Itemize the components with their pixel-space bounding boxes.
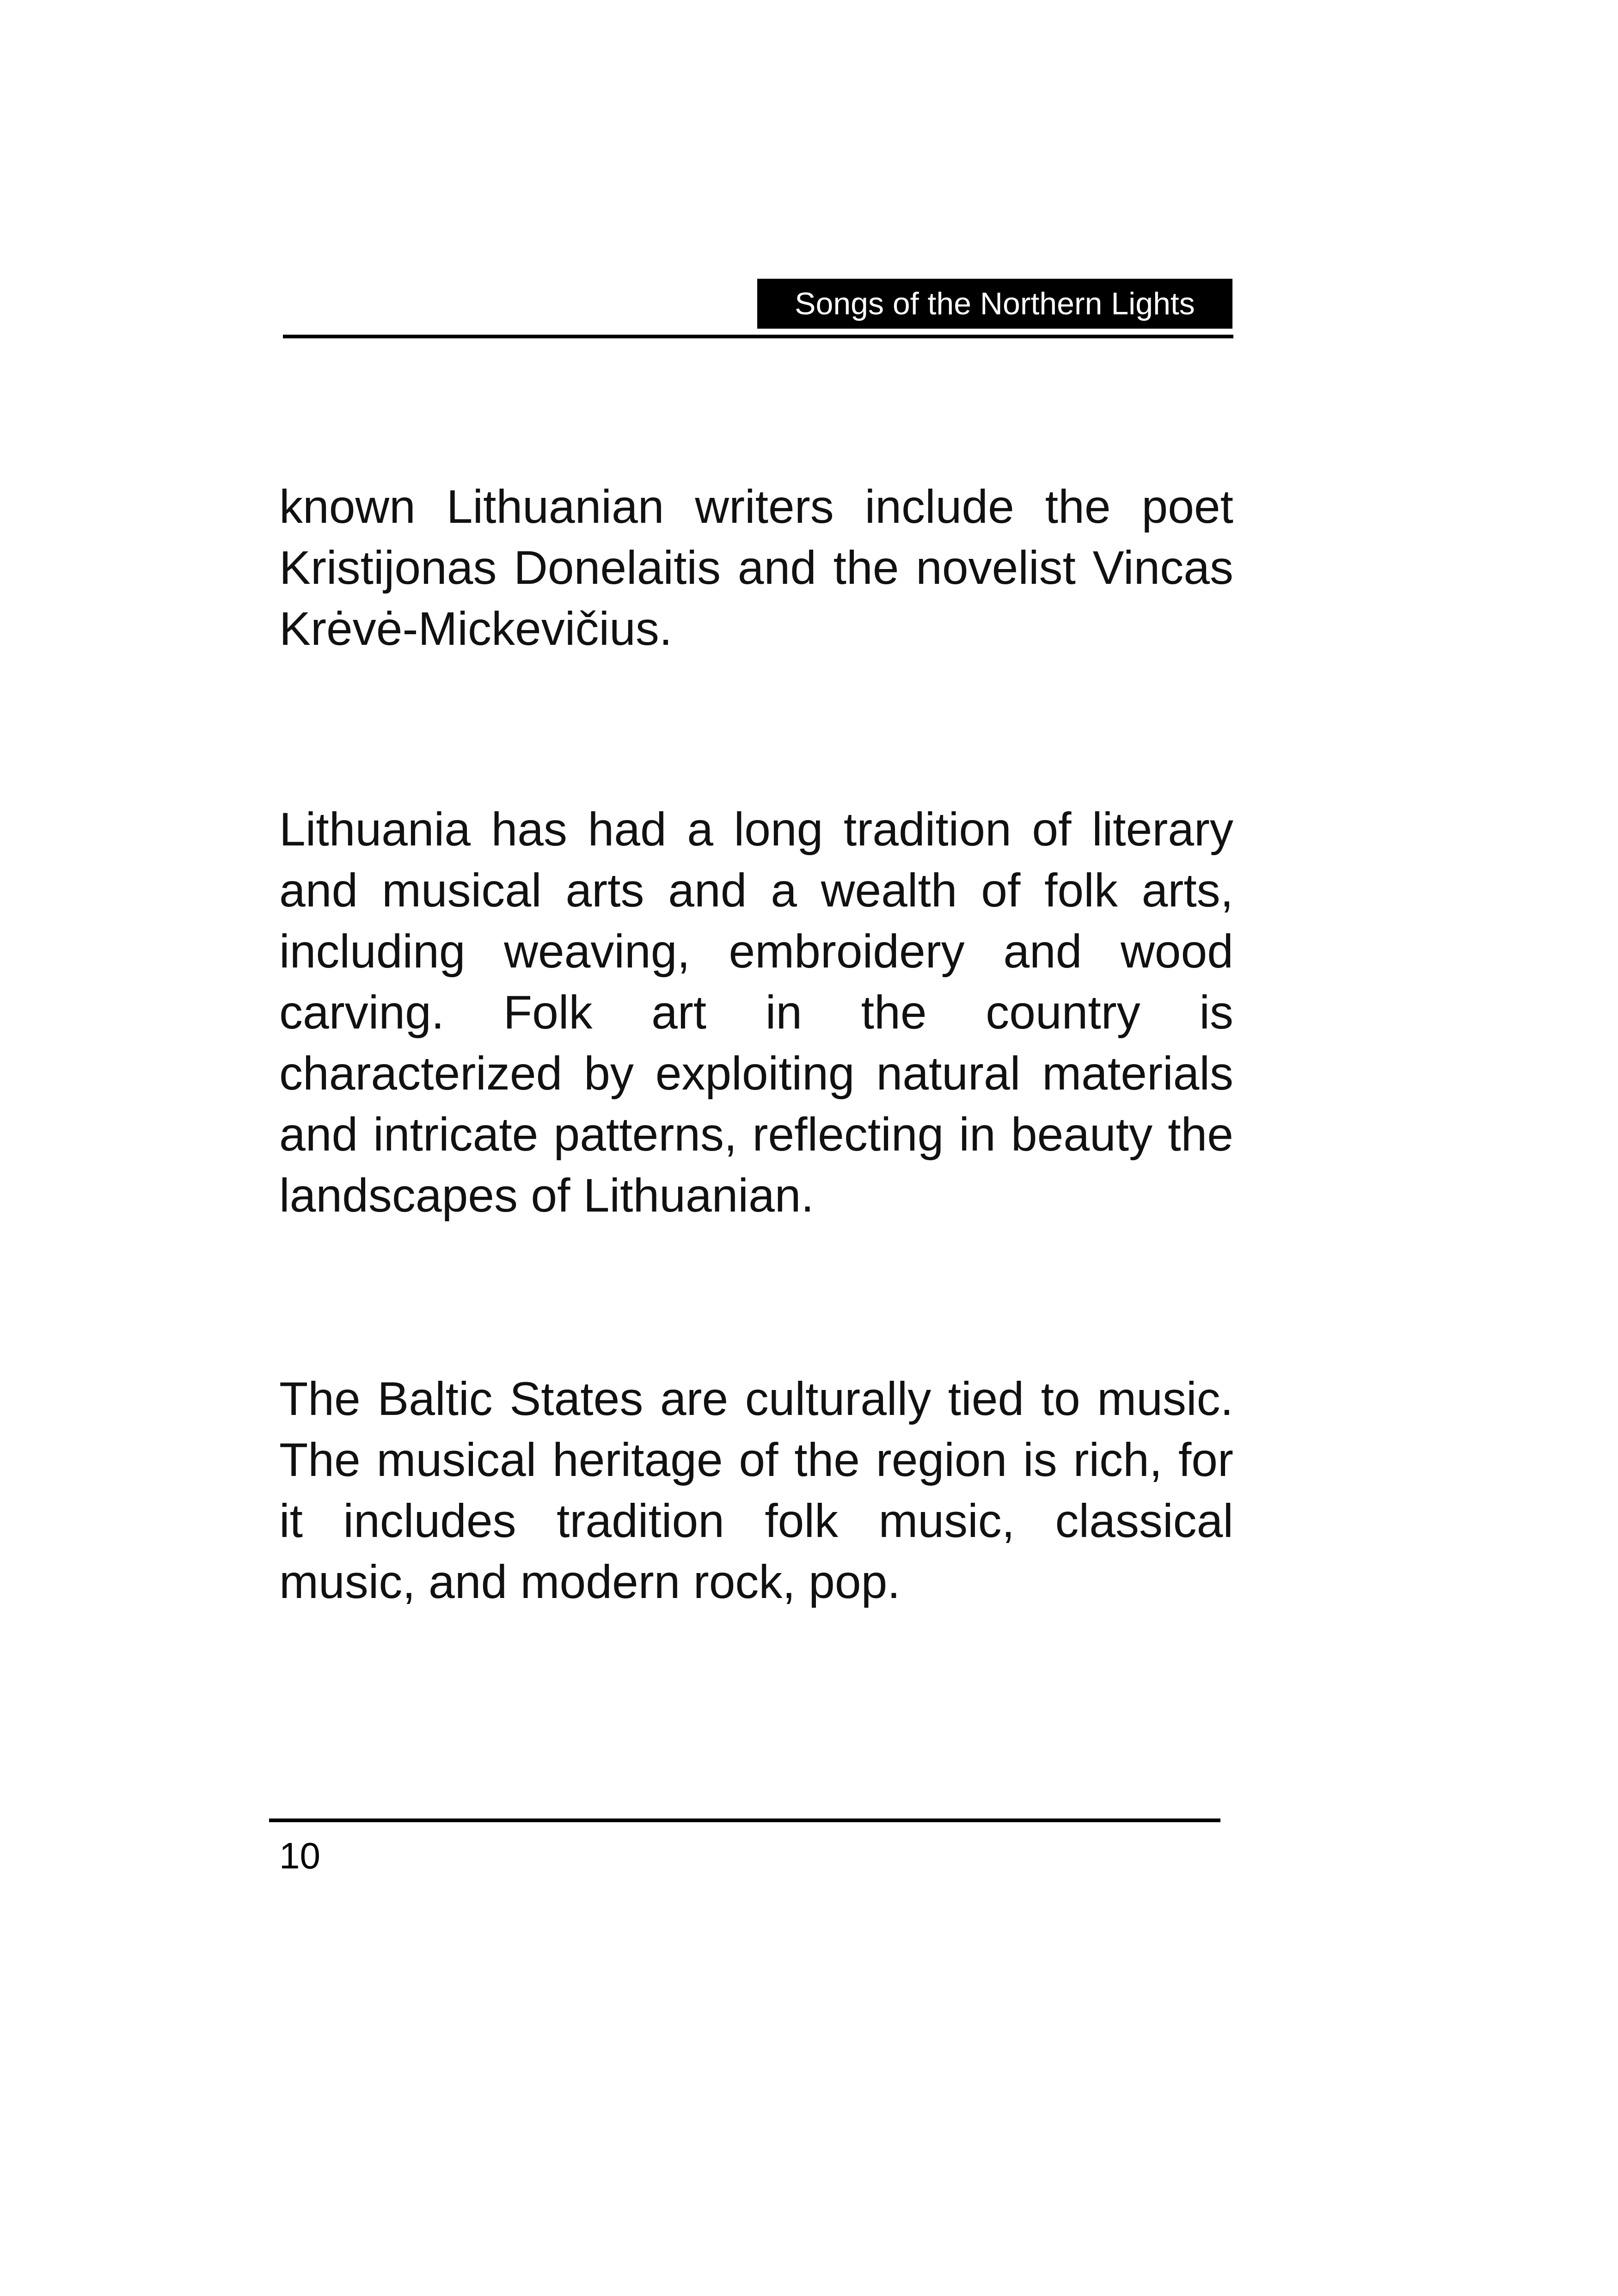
body-paragraph-1: known Lithuanian writers include the poet Kristijonas Donelaitis and the novelist Vincas Krėvė-Mickevičius. xyxy=(279,480,1233,655)
header-rule xyxy=(283,335,1233,338)
running-title: Songs of the Northern Lights xyxy=(757,279,1232,329)
footer-rule xyxy=(269,1818,1220,1822)
body-paragraph-2: Lithuania has had a long tradition of literary and musical arts and a wealth of folk arts, including weaving, embroidery and wood carving. Folk art in the country is characterized by exploiting natural materials and intricate patterns, reflecting in beauty the landscapes of Lithuanian. xyxy=(279,803,1233,1222)
body-paragraph-3: The Baltic States are culturally tied to music. The musical heritage of the region is rich, for it includes tradition folk music, classical music, and modern rock, pop. xyxy=(279,1372,1233,1608)
page-number: 10 xyxy=(279,1835,320,1876)
